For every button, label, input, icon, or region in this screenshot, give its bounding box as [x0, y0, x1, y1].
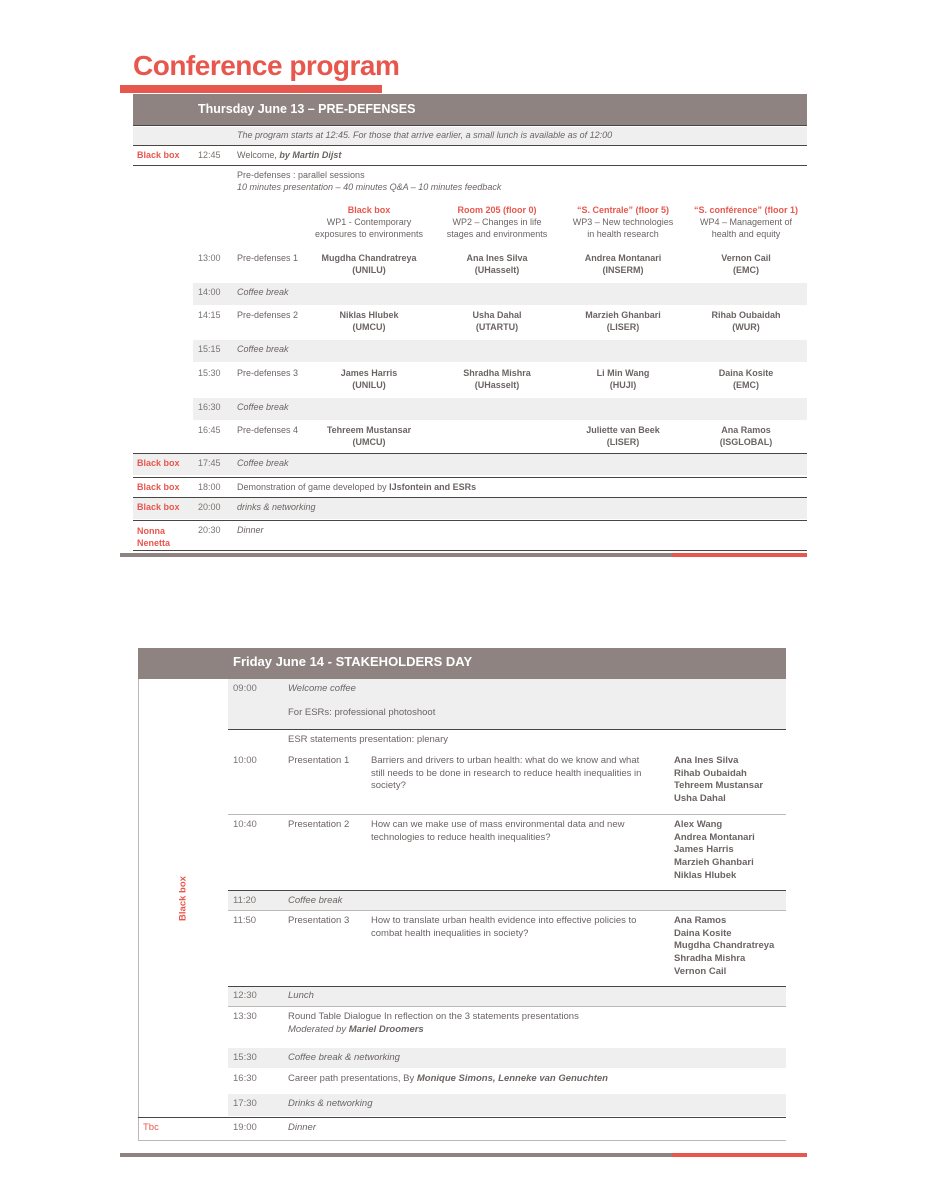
time: 16:30 — [233, 1073, 257, 1084]
room-col-3 — [561, 204, 685, 240]
presenter — [686, 424, 806, 448]
schedule-row — [133, 521, 807, 549]
question-line: society? — [371, 780, 406, 792]
presenter-name: Juliette van Beek — [586, 425, 660, 435]
row-text: Dinner — [237, 525, 264, 535]
presenter — [437, 309, 557, 333]
row-text: drinks & networking — [237, 502, 316, 512]
presenter-name: Daina Kosite — [718, 368, 774, 378]
presenter-inst: (LISER) — [606, 437, 640, 447]
parallel-format: 10 minutes presentation – 40 minutes Q&A – 10 minutes feedback — [237, 182, 502, 192]
speakers — [674, 755, 763, 806]
room-wp: WP4 – Management of — [699, 217, 793, 227]
location-vertical: Black box — [177, 876, 189, 921]
career-label: Career path presentations, By — [288, 1073, 417, 1084]
presenter-name: Tehreem Mustansar — [326, 425, 412, 435]
break-label: Coffee break — [237, 287, 289, 297]
presenter — [308, 367, 430, 391]
break-row — [228, 987, 786, 1006]
time: 15:30 — [233, 1052, 257, 1063]
presentation-row — [228, 754, 786, 814]
break-row — [228, 1048, 786, 1068]
time: 20:00 — [198, 502, 221, 512]
welcome-label: Welcome, — [237, 150, 280, 160]
room-col-2 — [437, 204, 557, 240]
presenter-inst: (UNILU) — [352, 265, 386, 275]
welcome-by: by Martin Dijst — [279, 150, 342, 160]
break-row — [193, 283, 807, 305]
speaker: Daina Kosite — [674, 927, 732, 939]
time: 16:30 — [198, 402, 221, 412]
time: 13:30 — [233, 1011, 257, 1022]
break-label: Coffee break — [288, 895, 343, 906]
location: Black box — [137, 458, 180, 468]
schedule-row — [133, 478, 807, 497]
presenter — [686, 252, 806, 276]
footer-divider — [120, 1153, 672, 1157]
demo-text: Demonstration of game developed by — [237, 482, 390, 492]
room-name: Black box — [347, 205, 391, 215]
presenter-inst: (UTARTU) — [475, 322, 519, 332]
presenter-name: Vernon Cail — [721, 253, 771, 263]
presenter — [686, 367, 806, 391]
room-name: “S. Centrale” (floor 5) — [576, 205, 669, 215]
time: 12:45 — [198, 150, 221, 160]
question-line: How can we make use of mass environmental data and new — [371, 819, 625, 830]
session-row — [133, 422, 807, 454]
speakers — [674, 819, 755, 883]
break-row — [228, 891, 786, 910]
question-line: Barriers and drivers to urban health: what do we know and what — [371, 755, 640, 766]
presenter — [561, 252, 685, 276]
presenter-inst: (EMC) — [733, 265, 759, 275]
page-title: Conference program — [133, 50, 400, 81]
room-wp-2: stages and environments — [446, 229, 548, 239]
presenter-inst: (LISER) — [606, 322, 640, 332]
break-label: Coffee break & networking — [288, 1052, 400, 1063]
room-wp: WP1 - Contemporary — [326, 217, 412, 227]
session-label: Pre-defenses 2 — [237, 310, 299, 320]
session-row — [133, 307, 807, 339]
demo-bold: IJsfontein and ESRs — [389, 482, 477, 492]
break-label: Drinks & networking — [288, 1098, 373, 1109]
presenter — [308, 309, 430, 333]
speaker: Andrea Montanari — [674, 831, 755, 843]
schedule-row — [138, 1118, 786, 1140]
presenter — [437, 367, 557, 391]
location-line: Nonna — [137, 526, 165, 536]
presenter-inst: (UHasselt) — [474, 265, 520, 275]
presenter-name: Shradha Mishra — [463, 368, 531, 378]
presenter-inst: (ISGLOBAL) — [719, 437, 773, 447]
location: Tbc — [143, 1122, 159, 1133]
title-underline — [120, 85, 382, 93]
speaker: Niklas Hlubek — [674, 869, 737, 881]
speaker: Alex Wang — [674, 819, 723, 830]
parallel-title: Pre-defenses : parallel sessions — [237, 170, 365, 180]
presenter-inst: (UHasselt) — [474, 380, 520, 390]
moderated-label: Moderated by — [288, 1024, 349, 1035]
speaker: Rihab Oubaidah — [674, 767, 747, 779]
presentation-question — [371, 915, 636, 940]
speaker: Ana Ramos — [674, 915, 727, 926]
row-text: Dinner — [288, 1122, 316, 1133]
presenter — [561, 367, 685, 391]
presentation-label: Presentation 3 — [288, 915, 350, 926]
question-line: combat health inequalities in society? — [371, 927, 529, 939]
question-line: How to translate urban health evidence into effective policies to — [371, 915, 637, 926]
question-line: technologies to reduce health inequalities? — [371, 831, 551, 843]
room-col-4 — [686, 204, 806, 240]
row-text — [237, 482, 476, 492]
time: 17:45 — [198, 458, 221, 468]
session-row — [133, 365, 807, 397]
time: 11:20 — [233, 895, 257, 906]
section-divider-accent — [672, 553, 807, 557]
location: Black box — [137, 150, 180, 160]
time: 18:00 — [198, 482, 221, 492]
welcome-row — [133, 146, 807, 164]
speaker: Marzieh Ghanbari — [674, 857, 754, 869]
friday-header-left — [138, 648, 226, 679]
room-wp: WP2 – Changes in life — [452, 217, 542, 227]
presenter-inst: (UMCU) — [352, 437, 386, 447]
presentation-label: Presentation 1 — [288, 755, 350, 766]
presenter-inst: (WUR) — [732, 322, 760, 332]
session-label: Pre-defenses 4 — [237, 425, 299, 435]
time: 09:00 — [233, 683, 257, 694]
presenter — [561, 309, 685, 333]
intro-row — [133, 127, 807, 145]
location: Black box — [137, 482, 180, 492]
location — [137, 525, 170, 549]
time: 15:30 — [198, 368, 221, 378]
time: 19:00 — [233, 1122, 257, 1133]
roundtable-text: Round Table Dialogue In reflection on the 3 statements presentations — [288, 1011, 579, 1022]
speaker: Tehreem Mustansar — [674, 780, 764, 792]
break-row — [228, 1094, 786, 1116]
presenter-name: Marzieh Ghanbari — [585, 310, 661, 320]
presentation-row — [228, 818, 786, 888]
time: 12:30 — [233, 990, 257, 1001]
location: Black box — [137, 502, 180, 512]
schedule-row — [133, 498, 807, 519]
time: 13:00 — [198, 253, 221, 263]
session-label: Pre-defenses 3 — [237, 368, 299, 378]
speaker: James Harris — [674, 844, 734, 856]
roundtable-row — [228, 1010, 786, 1046]
presenter-name: Ana Ines Silva — [466, 253, 528, 263]
presenter-name: Usha Dahal — [472, 310, 522, 320]
presenter-name: Ana Ramos — [721, 425, 771, 435]
speaker: Shradha Mishra — [674, 953, 746, 965]
presenter-inst: (UNILU) — [352, 380, 386, 390]
time: 10:40 — [233, 819, 257, 830]
speaker: Ana Ines Silva — [674, 755, 739, 766]
row-text: Coffee break — [237, 458, 289, 468]
footer-divider-accent — [672, 1153, 807, 1157]
presentation-row — [228, 914, 786, 984]
break-label: Coffee break — [237, 402, 289, 412]
time: 14:00 — [198, 287, 221, 297]
presenter-name: Rihab Oubaidah — [711, 310, 781, 320]
room-wp: WP3 – New technologies — [572, 217, 674, 227]
room-name: “S. conférence” (floor 1) — [693, 205, 799, 215]
presenter — [686, 309, 806, 333]
break-row — [193, 398, 807, 420]
presenter-name: James Harris — [340, 368, 398, 378]
presenter — [561, 424, 685, 448]
moderator-name: Mariel Droomers — [348, 1024, 424, 1035]
esr-statements: ESR statements presentation: plenary — [288, 734, 449, 745]
friday-header: Friday June 14 - STAKEHOLDERS DAY — [226, 648, 786, 679]
thursday-header-left — [133, 94, 193, 125]
question-line: still needs to be done in research to reduce health inequalities in — [371, 767, 642, 779]
session-row — [133, 250, 807, 282]
presenter — [437, 252, 557, 276]
presenter-name: Mugdha Chandratreya — [321, 253, 417, 263]
presentation-question — [371, 755, 641, 793]
welcome-text: Welcome coffee — [288, 683, 356, 694]
room-wp-2: in health research — [587, 229, 659, 239]
time: 17:30 — [233, 1098, 257, 1109]
session-label: Pre-defenses 1 — [237, 253, 299, 263]
thursday-header: Thursday June 13 – PRE-DEFENSES — [193, 94, 807, 125]
schedule-row — [133, 454, 807, 475]
presentation-label: Presentation 2 — [288, 819, 350, 830]
break-label: Lunch — [288, 990, 314, 1001]
room-wp-2: exposures to environments — [314, 229, 424, 239]
speaker: Vernon Cail — [674, 965, 727, 977]
speaker: Usha Dahal — [674, 793, 726, 805]
speaker: Mugdha Chandratreya — [674, 940, 775, 952]
presenter-name: Li Min Wang — [596, 368, 650, 378]
presenter-inst: (HUJI) — [609, 380, 637, 390]
time: 20:30 — [198, 525, 221, 535]
presenter — [308, 424, 430, 448]
career-names: Monique Simons, Lenneke van Genuchten — [416, 1073, 608, 1084]
time: 11:50 — [233, 915, 257, 926]
presenter-name: Andrea Montanari — [584, 253, 662, 263]
room-name: Room 205 (floor 0) — [457, 205, 537, 215]
room-col-1 — [308, 204, 430, 240]
welcome-text — [237, 150, 341, 160]
section-divider — [120, 553, 672, 557]
presenter-name: Niklas Hlubek — [339, 310, 399, 320]
speakers — [674, 915, 774, 979]
moderator-line — [288, 1024, 424, 1035]
room-wp-2: health and equity — [711, 229, 781, 239]
time: 15:15 — [198, 344, 221, 354]
location-line-2: Nenetta — [137, 538, 171, 548]
break-label: Coffee break — [237, 344, 289, 354]
career-text — [288, 1073, 608, 1084]
time: 16:45 — [198, 425, 221, 435]
presentation-question — [371, 819, 624, 844]
presenter-inst: (INSERM) — [602, 265, 644, 275]
intro-text: The program starts at 12:45. For those that arrive earlier, a small lunch is available as of 12:00 — [237, 130, 613, 140]
time: 14:15 — [198, 310, 221, 320]
presenter-inst: (UMCU) — [352, 322, 386, 332]
time: 10:00 — [233, 755, 257, 766]
photoshoot-text: For ESRs: professional photoshoot — [288, 707, 436, 718]
career-row — [228, 1070, 786, 1092]
presenter — [308, 252, 430, 276]
presenter-inst: (EMC) — [733, 380, 759, 390]
welcome-block — [228, 679, 786, 729]
break-row — [193, 340, 807, 362]
